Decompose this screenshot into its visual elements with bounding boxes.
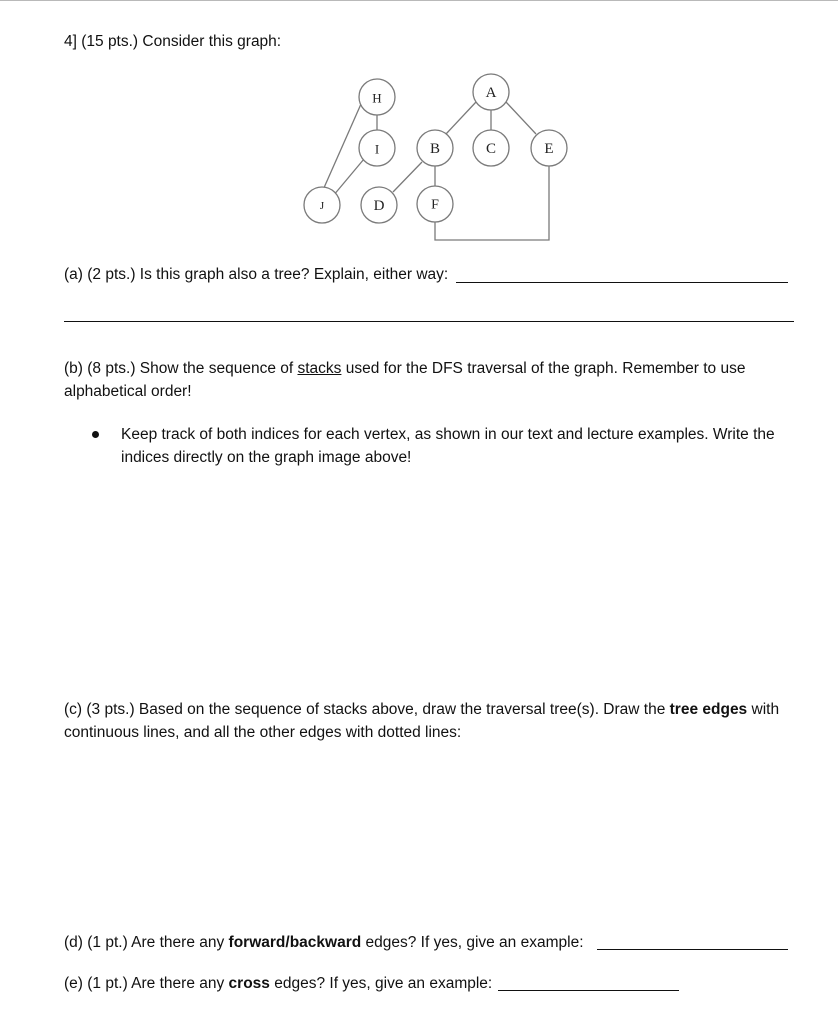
edge-h-j (323, 104, 361, 190)
part-c-question (64, 698, 804, 744)
part-d-question (64, 931, 584, 954)
node-e-label: E (544, 141, 554, 157)
part-d-bold-term: forward/backward (228, 934, 362, 951)
part-b-bullet-dot (92, 431, 99, 438)
part-c-drawing-area[interactable] (64, 750, 794, 920)
part-e-text-start: (e) (1 pt.) Are there any (64, 975, 229, 992)
part-e-answer-line[interactable] (498, 990, 679, 991)
node-c-label: C (485, 141, 497, 157)
part-c-text-start: (c) (3 pts.) Based on the sequence of stacks above, draw the traversal tree(s). Draw the (64, 701, 670, 718)
part-b-bullet-text: Keep track of both indices for each vertex, as shown in our text and lecture examples. Write the indices directly on the graph image above! (121, 426, 775, 466)
node-a-label: A (485, 85, 497, 101)
node-h-label: H (372, 90, 382, 106)
graph-figure (0, 0, 838, 260)
part-b-text-end: used for the DFS traversal of the graph. Remember to use alphabetical order! (64, 360, 746, 400)
node-i-label: I (374, 141, 380, 157)
part-c-text-end: with continuous lines, and all the other edges with dotted lines: (64, 701, 780, 741)
node-f-label: F (431, 197, 439, 213)
edge-a-e (506, 102, 536, 134)
part-e-text-end: edges? If yes, give an example: (269, 975, 493, 992)
part-b-question (64, 357, 784, 403)
part-d-answer-line[interactable] (597, 949, 788, 950)
part-e-bold-term: cross (228, 975, 270, 992)
part-c-bold-term: tree edges (669, 701, 748, 718)
node-j-label: J (319, 200, 325, 212)
part-b-underlined-word: stacks (297, 360, 342, 377)
part-d-text-start: (d) (1 pt.) Are there any (64, 934, 229, 951)
part-d-text-end: edges? If yes, give an example: (361, 934, 584, 951)
part-e-question (64, 972, 492, 995)
edge-b-d (393, 162, 422, 192)
part-a-answer-line-1[interactable] (456, 282, 788, 283)
node-d-label: D (373, 198, 385, 214)
edge-i-j (333, 159, 364, 196)
node-b-label: B (429, 141, 441, 157)
part-b-answer-area[interactable] (64, 480, 794, 690)
part-a-answer-line-2[interactable] (64, 321, 794, 322)
part-b-text-start: (b) (8 pts.) Show the sequence of (64, 360, 298, 377)
part-a-question: (a) (2 pts.) Is this graph also a tree? Explain, either way: (64, 266, 449, 283)
question-header: 4] (15 pts.) Consider this graph: (64, 33, 282, 50)
edge-a-b (446, 102, 476, 134)
